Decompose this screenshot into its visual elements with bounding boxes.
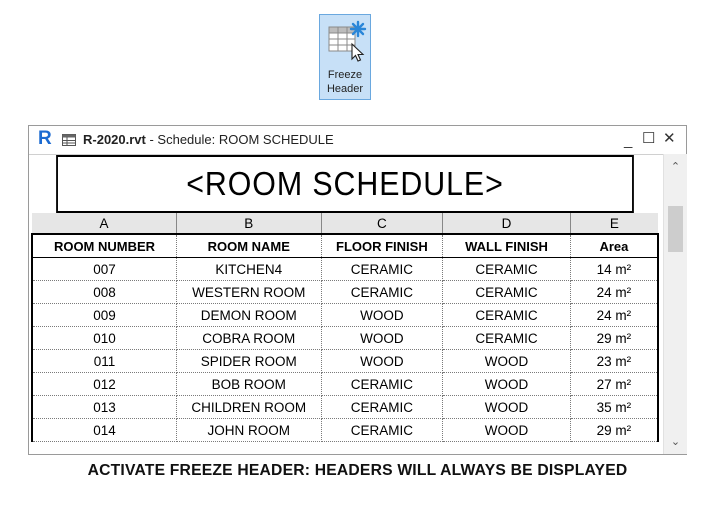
scroll-thumb[interactable] [668,206,683,252]
cell-floor-finish[interactable]: CERAMIC [321,373,443,396]
header-area[interactable]: Area [570,234,658,258]
table-row[interactable] [32,304,658,327]
caption: ACTIVATE FREEZE HEADER: HEADERS WILL ALWAYS BE DISPLAYED [87,462,628,479]
cell-area[interactable]: 24 m² [570,281,658,304]
close-button[interactable]: ✕ [663,130,676,147]
table-row[interactable] [32,350,658,373]
cell-floor-finish[interactable]: WOOD [321,327,443,350]
cell-room-number[interactable]: 011 [32,350,176,373]
cell-floor-finish[interactable]: CERAMIC [321,281,443,304]
freeze-button-label-line1: Freeze [327,69,363,81]
revit-logo-icon: R [38,128,52,149]
header-floor-finish[interactable]: FLOOR FINISH [321,234,443,258]
cell-area[interactable]: 29 m² [570,419,658,442]
header-row [32,234,658,258]
scroll-down-arrow-icon[interactable]: ⌄ [670,436,681,448]
cell-area[interactable]: 24 m² [570,304,658,327]
column-letter[interactable]: A [32,213,176,234]
freeze-button-label-line2: Header [326,83,364,95]
window-titlebar[interactable] [29,126,686,155]
cell-wall-finish[interactable]: WOOD [443,396,571,419]
schedule-body [32,258,658,442]
cell-room-number[interactable]: 010 [32,327,176,350]
cell-floor-finish[interactable]: CERAMIC [321,419,443,442]
window-title-file: R-2020.rvt [83,132,146,147]
cell-wall-finish[interactable]: CERAMIC [443,281,571,304]
cell-room-number[interactable]: 008 [32,281,176,304]
scroll-up-arrow-icon[interactable]: ⌃ [670,161,681,173]
table-row[interactable] [32,281,658,304]
cell-area[interactable]: 35 m² [570,396,658,419]
freeze-header-icon [326,20,368,62]
cell-room-number[interactable]: 013 [32,396,176,419]
cell-floor-finish[interactable]: CERAMIC [321,258,443,281]
cell-wall-finish[interactable]: CERAMIC [443,258,571,281]
minimize-button[interactable]: _ [624,132,633,149]
vertical-scrollbar[interactable] [663,154,687,454]
cell-area[interactable]: 29 m² [570,327,658,350]
column-letter-row [32,213,658,234]
cell-room-name[interactable]: JOHN ROOM [176,419,321,442]
schedule-window [28,125,687,455]
cell-wall-finish[interactable]: WOOD [443,350,571,373]
table-row[interactable] [32,396,658,419]
cell-room-name[interactable]: BOB ROOM [176,373,321,396]
window-title [83,132,334,147]
maximize-button[interactable]: ☐ [642,130,656,147]
column-letter[interactable]: D [443,213,571,234]
table-row[interactable] [32,327,658,350]
cell-room-name[interactable]: WESTERN ROOM [176,281,321,304]
cell-wall-finish[interactable]: WOOD [443,373,571,396]
header-room-number[interactable]: ROOM NUMBER [32,234,176,258]
table-row[interactable] [32,419,658,442]
table-row[interactable] [32,258,658,281]
cell-room-number[interactable]: 012 [32,373,176,396]
table-row[interactable] [32,373,658,396]
freeze-header-button[interactable] [319,14,371,100]
cell-area[interactable]: 14 m² [570,258,658,281]
cell-wall-finish[interactable]: CERAMIC [443,327,571,350]
header-wall-finish[interactable]: WALL FINISH [443,234,571,258]
cell-area[interactable]: 23 m² [570,350,658,373]
cell-floor-finish[interactable]: WOOD [321,350,443,373]
cell-room-name[interactable]: SPIDER ROOM [176,350,321,373]
header-room-name[interactable]: ROOM NAME [176,234,321,258]
cell-wall-finish[interactable]: CERAMIC [443,304,571,327]
schedule-title: <ROOM SCHEDULE> [56,155,634,213]
schedule-view-icon [62,134,76,146]
cell-floor-finish[interactable]: CERAMIC [321,396,443,419]
cell-room-name[interactable]: KITCHEN4 [176,258,321,281]
column-letter[interactable]: B [176,213,321,234]
window-title-view: - Schedule: ROOM SCHEDULE [145,132,334,147]
cell-room-number[interactable]: 007 [32,258,176,281]
cell-floor-finish[interactable]: WOOD [321,304,443,327]
cell-wall-finish[interactable]: WOOD [443,419,571,442]
cell-room-name[interactable]: CHILDREN ROOM [176,396,321,419]
column-letter[interactable]: E [570,213,658,234]
cell-area[interactable]: 27 m² [570,373,658,396]
cell-room-name[interactable]: DEMON ROOM [176,304,321,327]
schedule-table [31,213,659,442]
cell-room-number[interactable]: 009 [32,304,176,327]
cell-room-number[interactable]: 014 [32,419,176,442]
column-letter[interactable]: C [321,213,443,234]
cell-room-name[interactable]: COBRA ROOM [176,327,321,350]
